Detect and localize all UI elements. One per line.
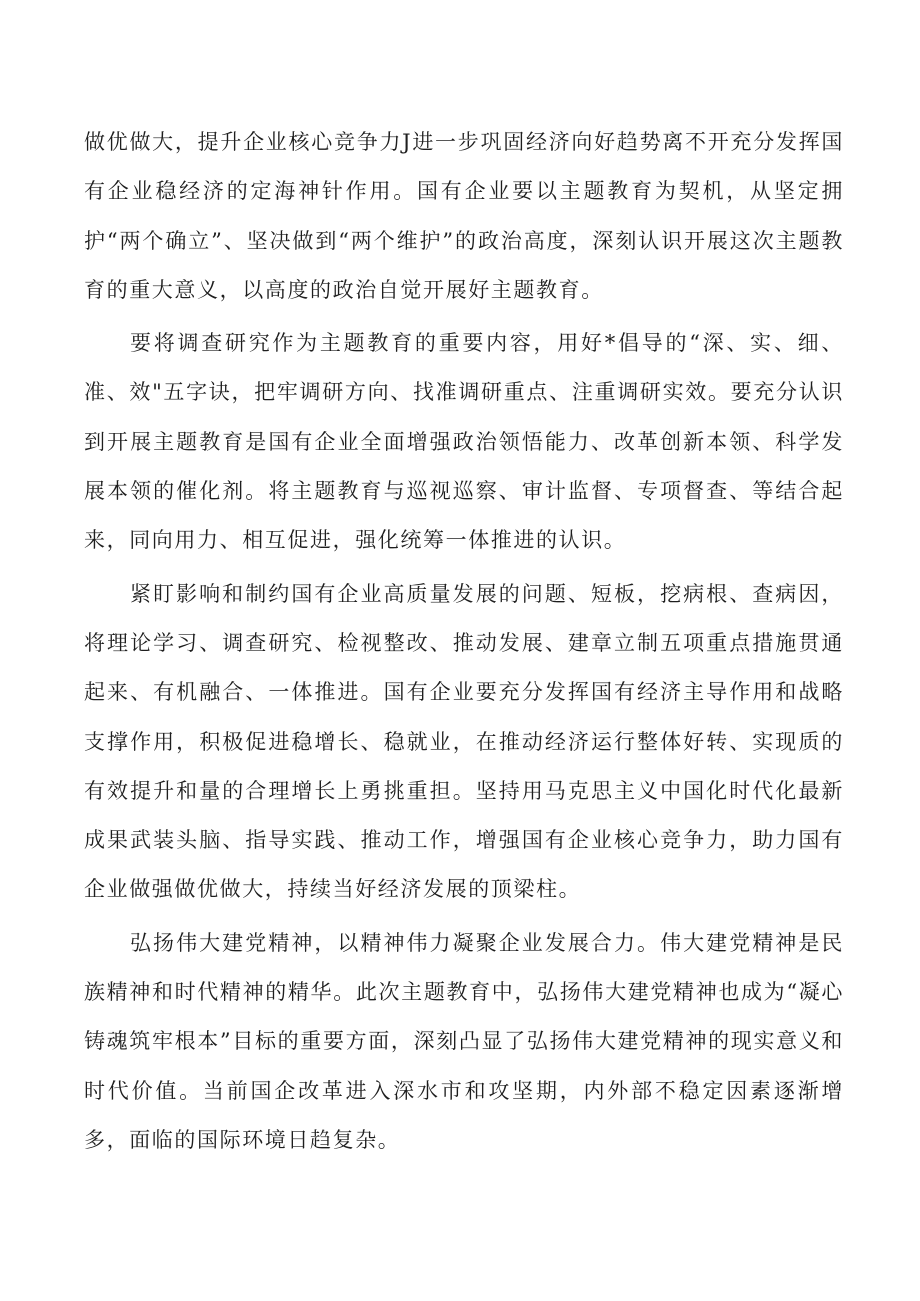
document-body [84, 118, 844, 1165]
paragraph-1: 做优做大，提升企业核心竞争力J进一步巩固经济向好趋势离不开充分发挥国有企业稳经济的定海神针作用。国有企业要以主题教育为契机，从坚定拥护“两个确立”、坚决做到“两个维护”的政治高度，深刻认识开展这次主题教育的重大意义，以高度的政治自觉开展好主题教育。 [84, 130, 844, 302]
paragraph-3: 紧盯影响和制约国有企业高质量发展的问题、短板，挖病根、查病因，将理论学习、调查研究、检视整改、推动发展、建章立制五项重点措施贯通起来、有机融合、一体推进。国有企业要充分发挥国有经济主导作用和战略支撑作用，积极促进稳增长、稳就业，在推动经济运行整体好转、实现质的有效提升和量的合理增长上勇挑重担。坚持用马克思主义中国化时代化最新成果武装头脑、指导实践、推动工作，增强国有企业核心竞争力，助力国有企业做强做优做大，持续当好经济发展的顶梁柱。 [84, 581, 844, 902]
paragraph-2: 要将调查研究作为主题教育的重要内容，用好*倡导的“深、实、细、准、效"五字诀，把牢调研方向、找准调研重点、注重调研实效。要充分认识到开展主题教育是国有企业全面增强政治领悟能力、改革创新本领、科学发展本领的催化剂。将主题教育与巡视巡察、审计监督、专项督查、等结合起来，同向用力、相互促进，强化统筹一体推进的认识。 [84, 331, 844, 553]
paragraph-4: 弘扬伟大建党精神，以精神伟力凝聚企业发展合力。伟大建党精神是民族精神和时代精神的精华。此次主题教育中，弘扬伟大建党精神也成为“凝心铸魂筑牢根本”目标的重要方面，深刻凸显了弘扬伟大建党精神的现实意义和时代价值。当前国企改革进入深水市和攻坚期，内外部不稳定因素逐渐增多，面临的国际环境日趋复杂。 [84, 930, 844, 1152]
